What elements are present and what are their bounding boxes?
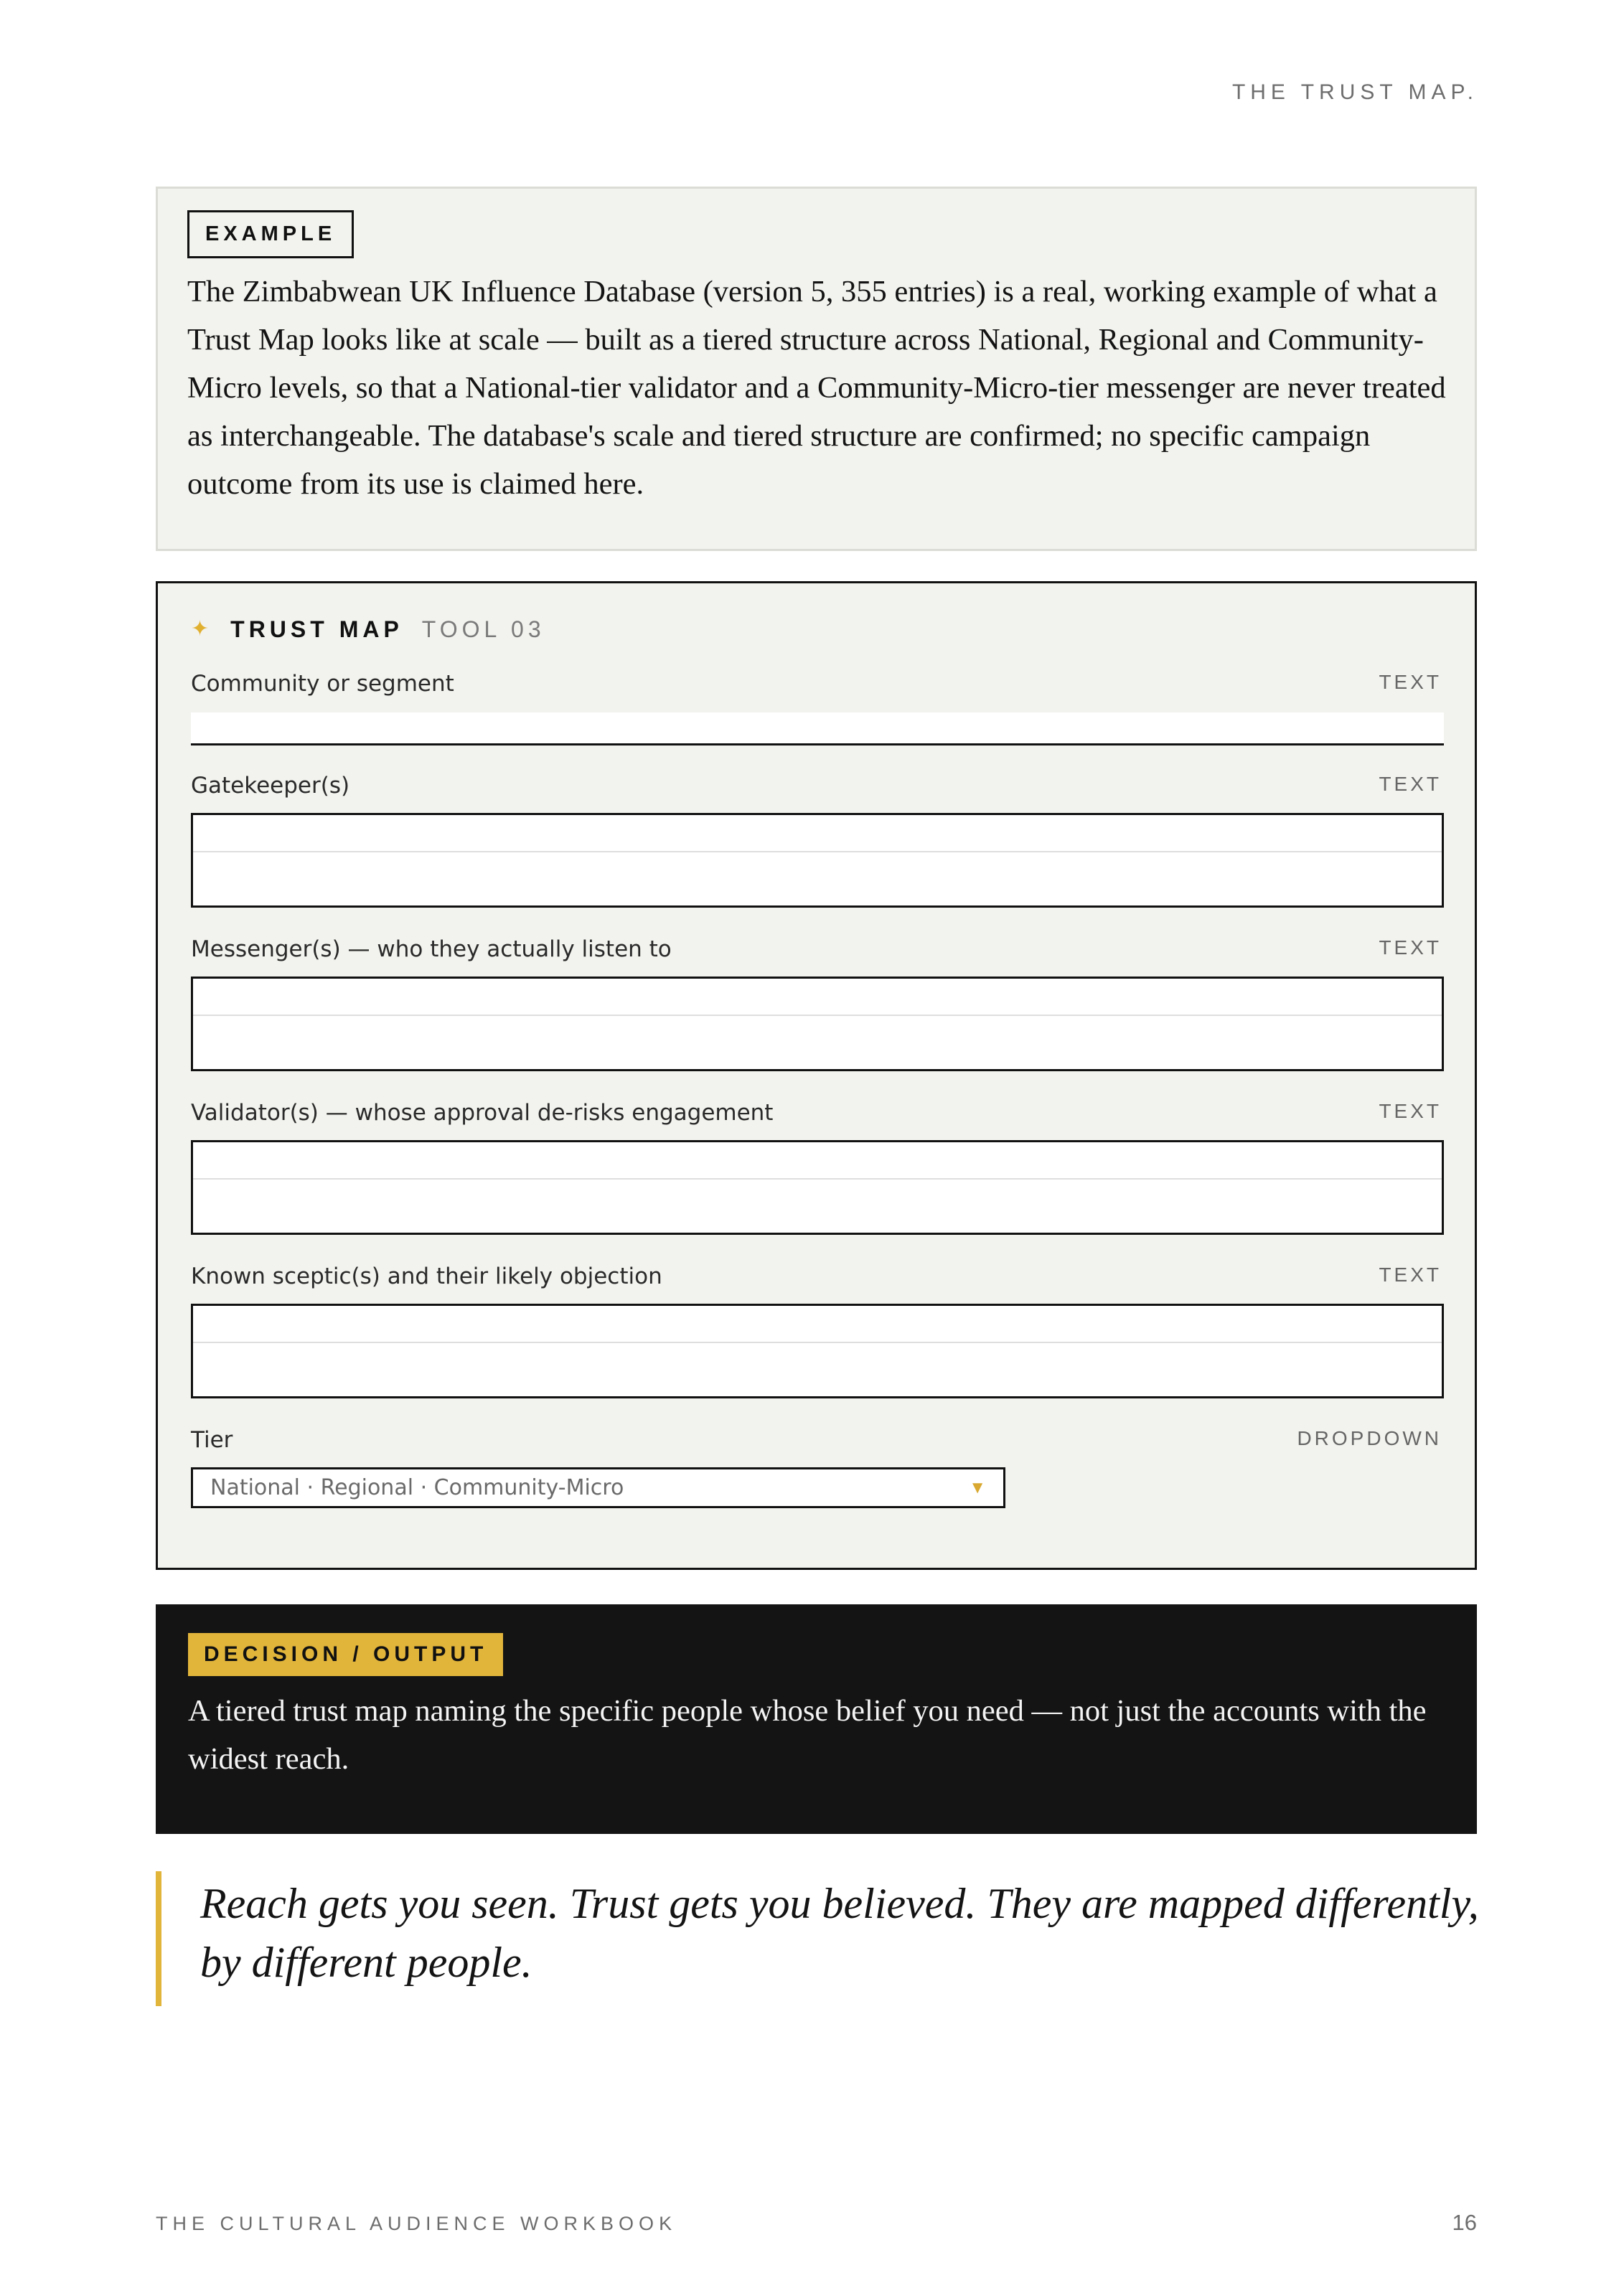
decision-output-panel (156, 1604, 1477, 1834)
field-label-tier: Tier (191, 1427, 233, 1453)
caret-down-icon[interactable]: ▼ (969, 1478, 986, 1497)
textarea-rule (193, 1342, 1442, 1343)
field-label-gatekeepers: Gatekeeper(s) (191, 773, 350, 799)
field-label-messengers: Messenger(s) — who they actually listen to (191, 936, 672, 962)
tool-number: TOOL 03 (421, 616, 545, 642)
decision-body: A tiered trust map naming the specific people whose belief you need — not just the accounts with the widest reach. (188, 1694, 1427, 1776)
field-type-tier: DROPDOWN (1297, 1427, 1442, 1449)
field-type-validators: TEXT (1379, 1100, 1442, 1122)
pull-quote: Reach gets you seen. Trust gets you believed. They are mapped differently, by different people. (200, 1880, 1479, 1986)
field-type-community: TEXT (1379, 671, 1442, 693)
tier-select-value: National · Regional · Community-Micro (210, 1475, 624, 1500)
field-label-community: Community or segment (191, 671, 454, 697)
messengers-textarea[interactable] (191, 977, 1444, 1071)
tier-select[interactable] (191, 1467, 1005, 1508)
textarea-rule (193, 851, 1442, 852)
quote-accent-bar (156, 1871, 161, 2006)
community-segment-input[interactable] (191, 712, 1444, 745)
gatekeepers-textarea[interactable] (191, 813, 1444, 908)
example-tag: EXAMPLE (187, 210, 354, 258)
decision-tag: DECISION / OUTPUT (188, 1633, 503, 1676)
example-box (156, 187, 1477, 551)
validators-textarea[interactable] (191, 1140, 1444, 1235)
running-header: THE TRUST MAP. (1231, 80, 1478, 104)
trust-map-tool (156, 581, 1477, 1570)
field-type-messengers: TEXT (1379, 936, 1442, 959)
tool-header (191, 615, 545, 644)
textarea-rule (193, 1015, 1442, 1016)
tool-title: TRUST MAP (230, 616, 403, 642)
example-body: The Zimbabwean UK Influence Database (version 5, 355 entries) is a real, working example of what a Trust Map looks like at scale — built as a tiered structure across National, Regional and Community-Micro levels, so that a National-tier validator and a Community-Micro-tier messenger are never treated as interchangeable. The database's scale and tiered structure are confirmed; no specific campaign outcome from its use is claimed here. (187, 275, 1446, 501)
sparkle-icon: ✦ (191, 617, 210, 641)
field-label-sceptics: Known sceptic(s) and their likely objection (191, 1264, 662, 1289)
page-number: 16 (1452, 2210, 1477, 2235)
footer-book-title: THE CULTURAL AUDIENCE WORKBOOK (156, 2213, 677, 2234)
sceptics-textarea[interactable] (191, 1304, 1444, 1398)
textarea-rule (193, 1178, 1442, 1180)
field-type-sceptics: TEXT (1379, 1264, 1442, 1286)
field-type-gatekeepers: TEXT (1379, 773, 1442, 795)
field-label-validators: Validator(s) — whose approval de-risks engagement (191, 1100, 774, 1126)
